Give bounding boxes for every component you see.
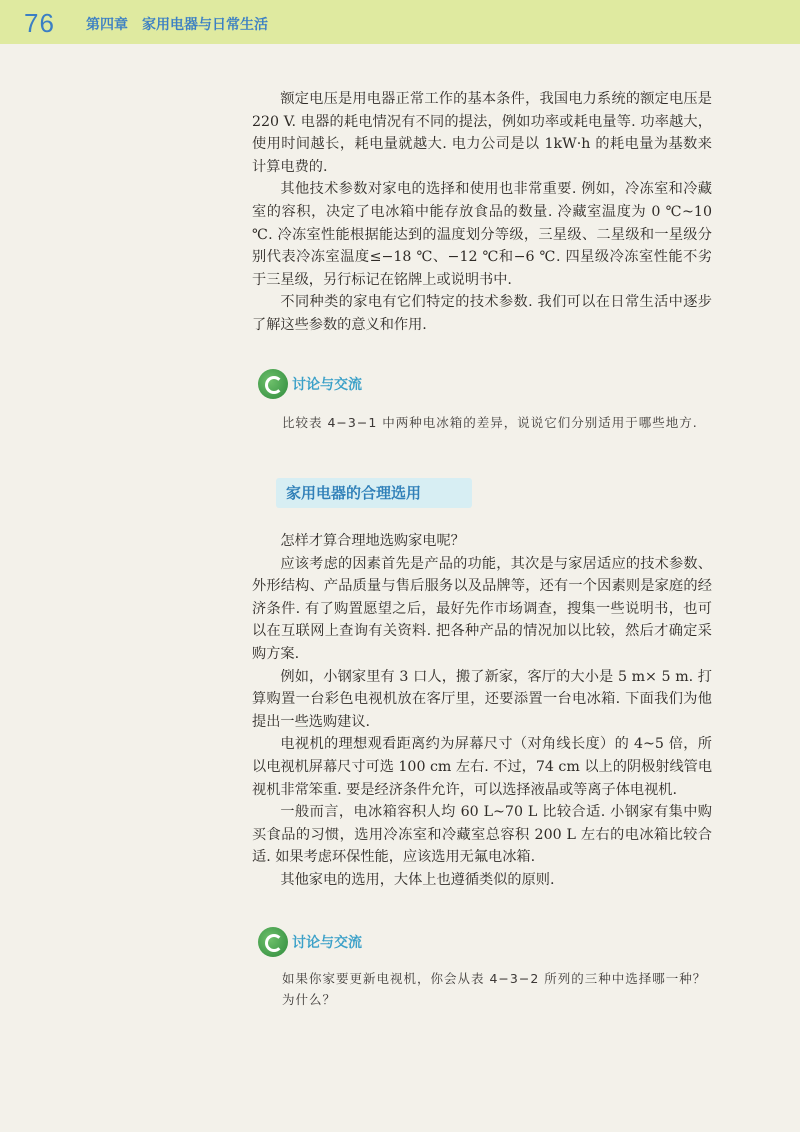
paragraph: 其他技术参数对家电的选择和使用也非常重要. 例如，冷冻室和冷藏室的容积，决定了电冰箱中能存放食品的数量. 冷藏室温度为 0 ℃~10 ℃. 冷冻室性能根据能达到的温度划分等级，三星级、二星级和一星级分别代表冷冻室温度≤−18 ℃、−12 ℃和−6 ℃. 四星级冷冻室性能不劣于三星级，另行标记在铭牌上或说明书中. bbox=[252, 181, 712, 288]
page-number: 76 bbox=[24, 8, 55, 38]
discussion-text: 比较表 4−3−1 中两种电冰箱的差异，说说它们分别适用于哪些地方. bbox=[282, 415, 698, 430]
paragraph: 电视机的理想观看距离约为屏幕尺寸（对角线长度）的 4~5 倍，所以电视机屏幕尺寸可选 100 cm 左右. 不过，74 cm 以上的阴极射线管电视机非常笨重. 要是经济条件允许，可以选择液晶或等离子体电视机. bbox=[252, 736, 713, 798]
discussion-exchange-icon bbox=[258, 927, 288, 957]
paragraph: 额定电压是用电器正常工作的基本条件，我国电力系统的额定电压是 220 V. 电器的耗电情况有不同的提法，例如功率或耗电量等. 功率越大，使用时间越长，耗电量就越大. 电力公司是以 1kW·h 的耗电量为基数来计算电费的. bbox=[252, 91, 712, 175]
chapter-title: 第四章 家用电器与日常生活 bbox=[86, 17, 268, 33]
paragraph: 例如，小钢家里有 3 口人，搬了新家，客厅的大小是 5 m× 5 m. 打算购置一台彩色电视机放在客厅里，还要添置一台电冰箱. 下面我们为他提出一些选购建议. bbox=[252, 668, 712, 730]
section-reasonable-selection bbox=[252, 530, 712, 892]
paragraph: 其他家电的选用，大体上也遵循类似的原则. bbox=[280, 871, 555, 888]
page-header bbox=[0, 0, 800, 44]
section-rated-parameters bbox=[252, 88, 712, 337]
section-heading: 家用电器的合理选用 bbox=[276, 478, 472, 508]
discussion-box-header bbox=[258, 926, 362, 958]
discussion-text: 如果你家要更新电视机，你会从表 4−3−2 所列的三种中选择哪一种？为什么？ bbox=[282, 971, 707, 1007]
paragraph: 应该考虑的因素首先是产品的功能，其次是与家居适应的技术参数、外形结构、产品质量与售后服务以及品牌等，还有一个因素则是家庭的经济条件. 有了购置愿望之后，最好先作市场调查，搜集一些说明书，也可以在互联网上查询有关资料. 把各种产品的情况加以比较，然后才确定采购方案. bbox=[252, 555, 712, 662]
paragraph: 怎样才算合理地选购家电呢？ bbox=[280, 533, 465, 549]
discussion-box-header bbox=[258, 368, 362, 400]
paragraph: 不同种类的家电有它们特定的技术参数. 我们可以在日常生活中逐步了解这些参数的意义和作用. bbox=[252, 294, 712, 333]
discussion-exchange-icon bbox=[258, 369, 288, 399]
discussion-label: 讨论与交流 bbox=[292, 935, 362, 951]
discussion-label: 讨论与交流 bbox=[292, 377, 362, 393]
paragraph: 一般而言，电冰箱容积人均 60 L~70 L 比较合适. 小钢家有集中购买食品的习惯，选用冷冻室和冷藏室总容积 200 L 左右的电冰箱比较合适. 如果考虑环保性能，应该选用无氟电冰箱. bbox=[252, 804, 712, 866]
